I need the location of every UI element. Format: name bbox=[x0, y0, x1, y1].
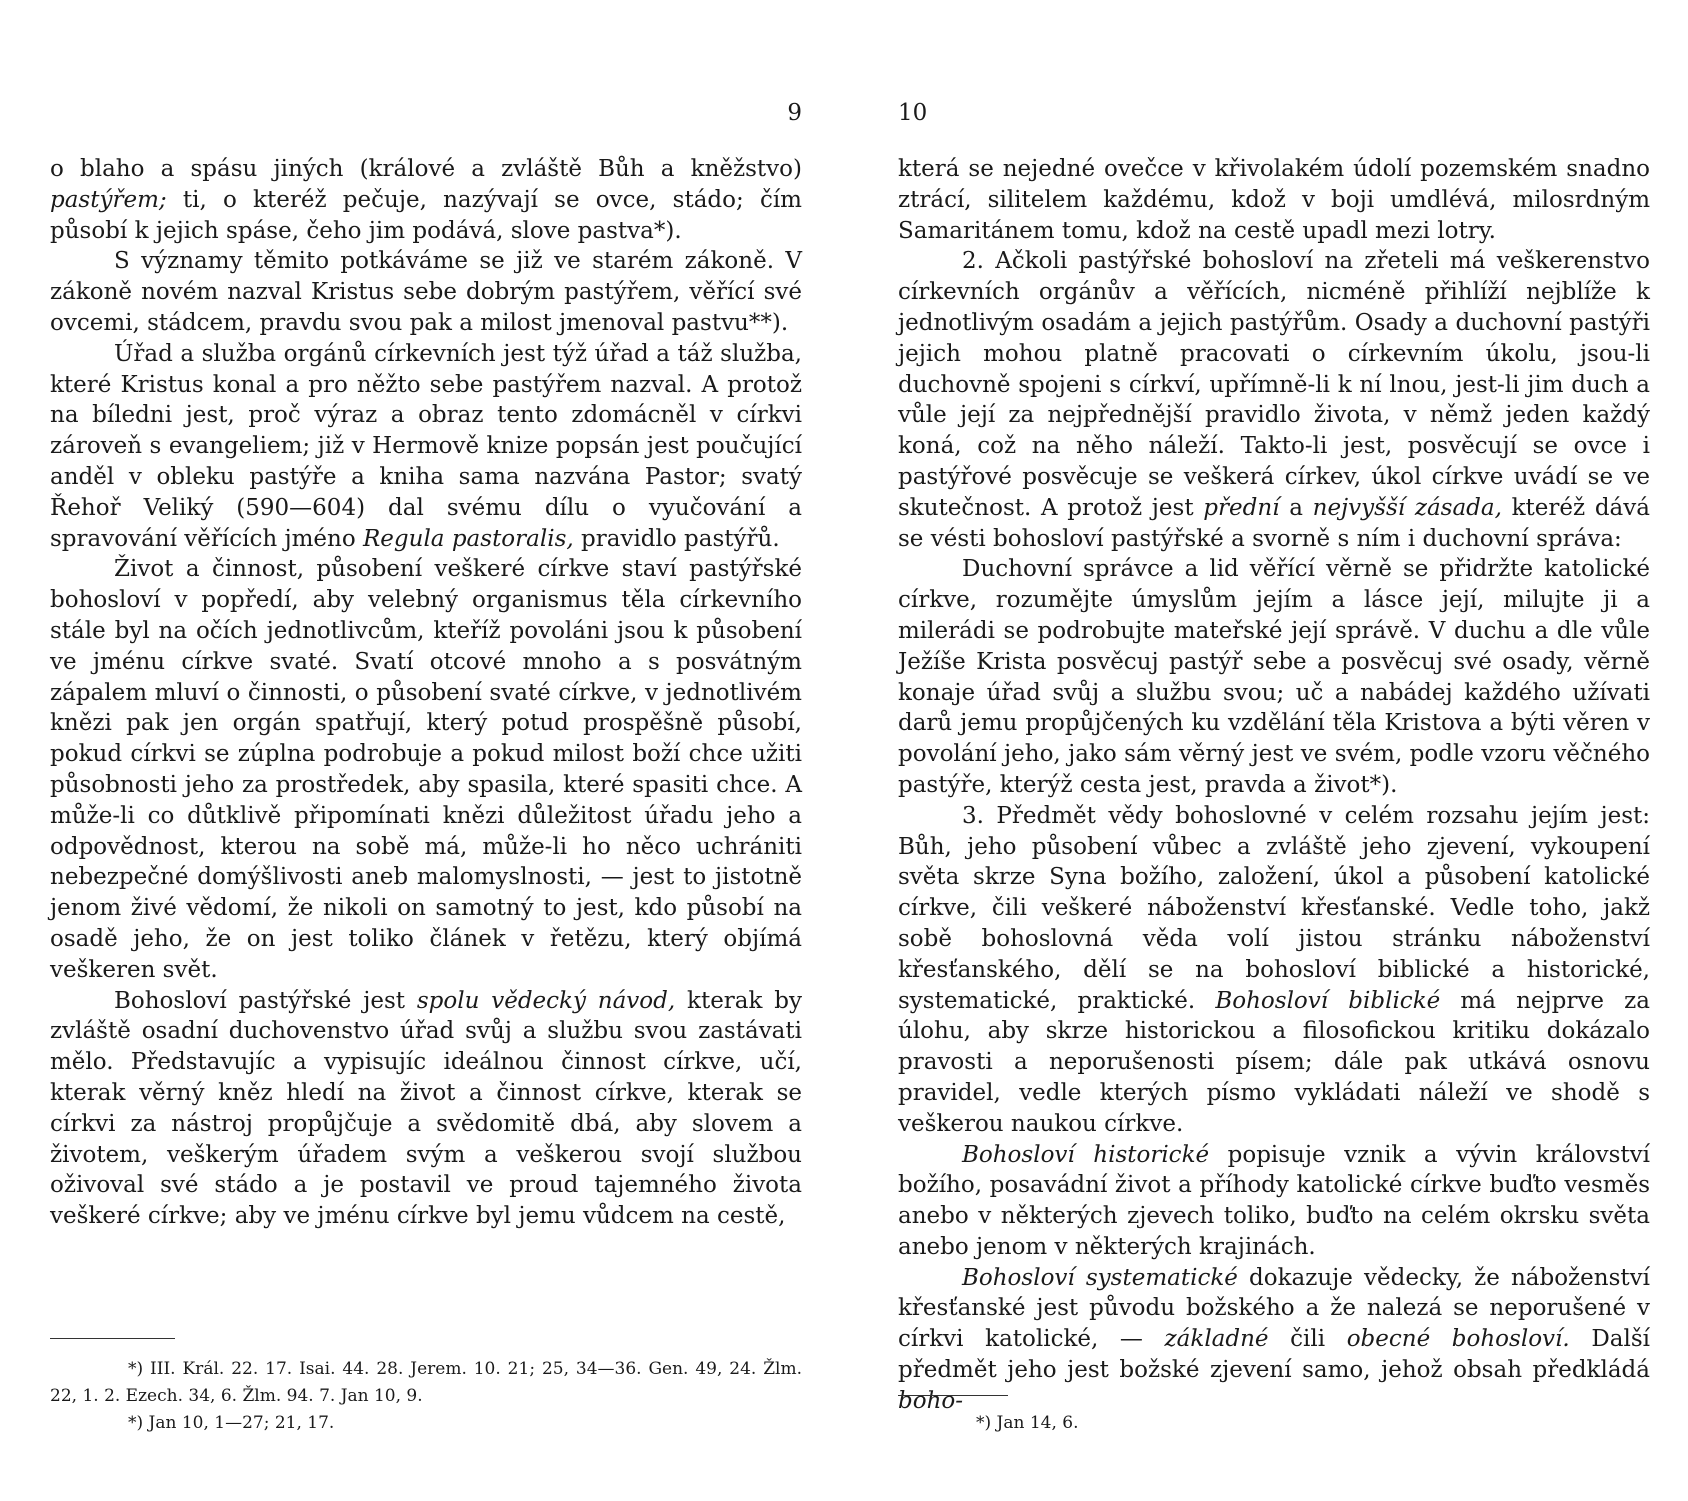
italic-text: pastýřem; bbox=[50, 186, 167, 213]
paragraph bbox=[50, 246, 802, 338]
text-run: pravidlo pastýřů. bbox=[573, 525, 780, 552]
text-run: kteréž dává se vésti bohosloví pastýřské a svorně s ním i duchovní správa: bbox=[898, 494, 1650, 552]
paragraph bbox=[50, 339, 802, 555]
text-run: má nejprve za úlohu, aby skrze historickou a filosofickou kritiku dokázalo pravosti a neporušenosti písem; dále pak utkává osnovu pravidel, vedle kterých písmo vykládati náleží ve shodě s veškerou naukou církve. bbox=[898, 987, 1650, 1137]
italic-text: Bohosloví systematické bbox=[962, 1264, 1238, 1291]
paragraph bbox=[898, 801, 1650, 1140]
text-run: která se nejedné ovečce v křivolakém údolí pozemském snadno ztrácí, silitelem každému, kdož v boji umdlévá, milosrdným Samaritánem tomu, kdož na cestě upadl mezi lotry. bbox=[898, 156, 1650, 244]
text-run: Život a činnost, působení veškeré církve staví pastýřské bohosloví v popředí, aby velebný organismus těla církevního stále byl na očích jednotlivcům, kteříž povoláni jsou k působení ve jménu církve svaté. Svatí otcové mnoho a s posvátným zápalem mluví o činnosti, o působení svaté církve, v jednotlivém knězi pak jen orgán spatřují, který potud prospěšně působí, pokud církvi se zúplna podrobuje a pokud milost boží chce užiti působnosti jeho za prostředek, aby spasila, které spasiti chce. A může-li co důtklivě připomínati knězi důležitost úřadu jeho a odpovědnost, kterou na sobě má, může-li ho něco uchrániti nebezpečné domýšlivosti aneb malomyslnosti, — jest to jistotně jenom živé vědomí, že nikoli on samotný to jest, kdo působí na osadě jeho, že on jest toliko článek v řetězu, který objímá veškeren svět. bbox=[50, 556, 802, 983]
italic-text: obecné bohosloví. bbox=[1346, 1326, 1570, 1353]
text-run: S významy těmito potkáváme se již ve starém zákoně. V zákoně novém nazval Kristus sebe dobrým pastýřem, věřící své ovcemi, stádcem, pravdu svou pak a milost jmenoval pastvu**). bbox=[50, 248, 802, 336]
body-text bbox=[898, 154, 1650, 1417]
text-run: dokazuje vědecky, že náboženství křesťanské jest původu božského a že nalezá se neporušené v církvi katolické, — bbox=[898, 1264, 1650, 1353]
text-run: o blaho a spásu jiných (králové a zvláště Bůh a kněžstvo) bbox=[50, 156, 802, 182]
italic-text: spolu vědecký návod, bbox=[416, 987, 676, 1014]
footnote-divider bbox=[898, 1395, 1008, 1396]
italic-text: nejvyšší zásada, bbox=[1312, 494, 1502, 521]
italic-text: Bohosloví biblické bbox=[1215, 987, 1441, 1014]
italic-text: základné bbox=[1164, 1326, 1269, 1353]
body-text bbox=[50, 154, 802, 1232]
page-number: 10 bbox=[898, 100, 928, 126]
italic-text: přední bbox=[1203, 494, 1280, 521]
footnotes bbox=[50, 1356, 802, 1437]
text-run: Úřad a služba orgánů církevních jest týž úřad a táž služba, které Kristus konal a pro něžto sebe pastýřem nazval. A protož na bíledni jest, proč výraz a obraz tento zdomácněl v církvi zároveň s evangeliem; již v Hermově knize popsán jest poučující anděl v obleku pastýře a kniha sama nazvána Pastor; svatý Řehoř Veliký (590—604) dal svému dílu o vyučování a spravování věřících jméno bbox=[50, 340, 802, 552]
footnote: *) Jan 10, 1—27; 21, 17. bbox=[128, 1413, 335, 1433]
footnote-divider bbox=[50, 1338, 175, 1339]
text-run: Bohosloví pastýřské jest bbox=[114, 987, 417, 1014]
paragraph bbox=[50, 986, 802, 1232]
footnote: *) III. Král. 22. 17. Isai. 44. 28. Jerem. 10. 21; 25, 34—36. Gen. 49, 24. Žlm. 22, 1. 2. Ezech. 34, 6. Žlm. 94. 7. Jan 10, 9. bbox=[50, 1359, 802, 1406]
footnote: *) Jan 14, 6. bbox=[976, 1413, 1079, 1433]
page-number: 9 bbox=[787, 100, 802, 126]
text-run: a bbox=[1279, 494, 1313, 521]
paragraph bbox=[898, 246, 1650, 554]
italic-text: boho- bbox=[898, 1387, 964, 1414]
right-page bbox=[898, 0, 1650, 1501]
text-run: ti, o kteréž pečuje, nazývají se ovce, stádo; čím působí k jejich spáse, čeho jim podává, slove pastva*). bbox=[50, 186, 802, 244]
text-run: kterak by zvláště osadní duchovenstvo úřad svůj a službu svou zastávati mělo. Představujíc a vypisujíc ideálnou činnost církve, učí, kterak věrný kněz hledí na život a činnost církve, kterak se církvi za nástroj propůjčuje a svědomitě dbá, aby slovem a životem, veškerým úřadem svým a veškerou svojí službou oživoval své stádo a je postavil ve proud tajemného života veškeré církve; aby ve jménu církve byl jemu vůdcem na cestě, bbox=[50, 987, 802, 1230]
text-run: Duchovní správce a lid věřící věrně se přidržte katolické církve, rozumějte úmyslům jejím a lásce její, milujte ji a milerádi se podrobujte mateřské její správě. V duchu a dle vůle Ježíše Krista posvěcuj pastýř sebe a posvěcuj své osady, věrně konaje úřad svůj a službu svou; uč a nabádej každého užívati darů jemu propůjčených ku vzdělání těla Kristova a býti věren v povolání jeho, jako sám věrný jest ve svém, podle vzoru věčného pastýře, kterýž cesta jest, pravda a život*). bbox=[898, 556, 1650, 798]
text-run: popisuje vznik a vývin království božího, posavádní život a příhody katolické církve buďto vesměs anebo v některých zjevech toliko, buďto na celém okrsku světa anebo jenom v některých krajinách. bbox=[898, 1141, 1650, 1260]
paragraph bbox=[898, 154, 1650, 246]
italic-text: Regula pastoralis, bbox=[362, 525, 574, 552]
footnotes bbox=[898, 1410, 1650, 1437]
text-run: 3. Předmět vědy bohoslovné v celém rozsahu jejím jest: Bůh, jeho působení vůbec a zvláště jeho zjevení, vykoupení světa skrze Syna božího, založení, úkol a působení katolické církve, čili veškeré náboženství křesťanské. Vedle toho, jakž sobě bohoslovná věda volí jistou stránku náboženství křesťanského, dělí se na bohosloví biblické a historické, systematické, praktické. bbox=[898, 802, 1650, 1014]
paragraph bbox=[898, 1263, 1650, 1417]
left-page bbox=[50, 0, 802, 1501]
paragraph bbox=[898, 1140, 1650, 1263]
text-run: čili bbox=[1268, 1326, 1347, 1353]
paragraph bbox=[50, 554, 802, 985]
italic-text: Bohosloví historické bbox=[962, 1141, 1210, 1168]
text-run: Další předmět jeho jest božské zjevení samo, jehož obsah předkládá bbox=[898, 1326, 1650, 1384]
paragraph bbox=[50, 154, 802, 246]
paragraph bbox=[898, 554, 1650, 800]
text-run: 2. Ačkoli pastýřské bohosloví na zřeteli má veškerenstvo církevních orgánův a věřících, nicméně přihlíží nejblíže k jednotlivým osadám a jejich pastýřům. Osady a duchovní pastýři jejich mohou platně pracovati o církevním úkolu, jsou-li duchovně spojeni s církví, upřímně-li k ní lnou, jest-li jim duch a vůle její za nejpřednější pravidlo života, v němž jeden každý koná, což na něho náleží. Takto-li jest, posvěcují se ovce i pastýřové posvěcuje se veškerá církev, úkol církve uvádí se ve skutečnost. A protož jest bbox=[898, 248, 1650, 521]
